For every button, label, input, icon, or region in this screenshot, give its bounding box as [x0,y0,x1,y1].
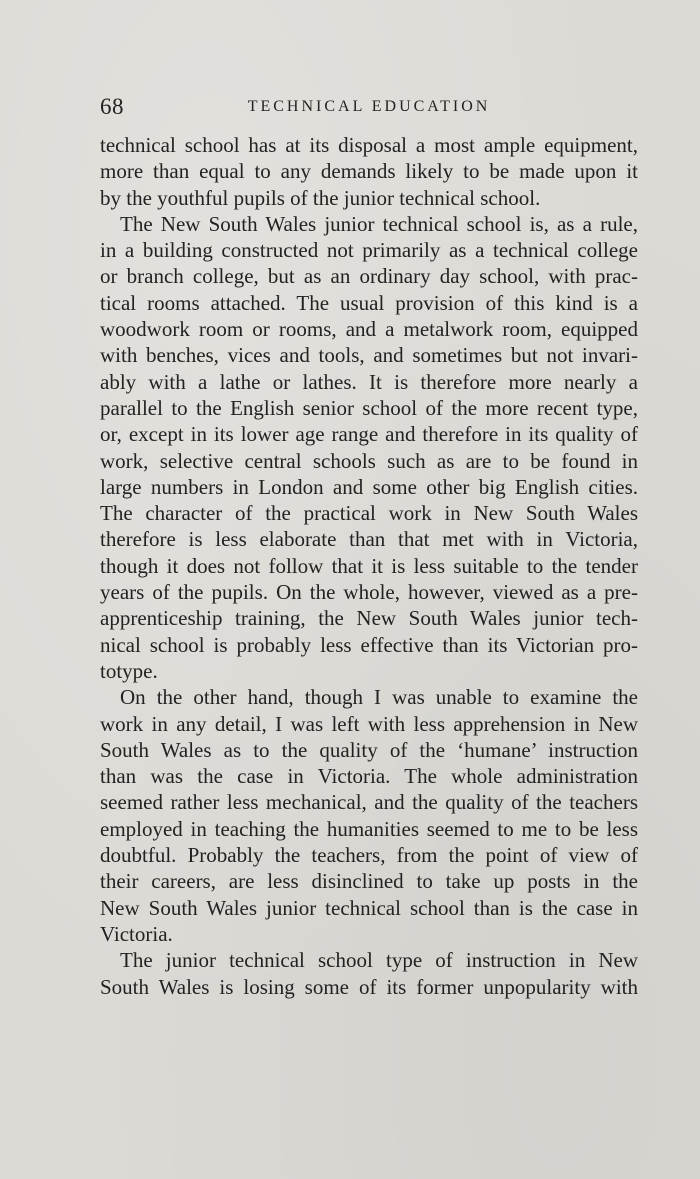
text-line: New South Wales junior technical school than is the case in [100,895,638,920]
text-line: On the other hand, though I was unable to examine the [120,685,638,710]
text-line: their careers, are less disinclined to take up posts in the [100,869,638,894]
text-line: by the youthful pupils of the junior technical school. [100,185,541,210]
text-line: work, selective central schools such as are to be found in [100,448,638,473]
text-line: technical school has at its disposal a most ample equipment, [100,133,638,157]
text-line: employed in teaching the humanities seemed to me to be less [100,816,638,841]
text-line: more than equal to any demands likely to be made upon it [100,159,638,184]
text-line: work in any detail, I was left with less apprehension in New [100,711,638,736]
body-text [100,132,638,1000]
text-line: doubtful. Probably the teachers, from the point of view of [100,843,638,868]
text-line: parallel to the English senior school of the more recent type, [100,395,638,420]
text-line: ably with a lathe or lathes. It is therefore more nearly a [100,369,638,394]
text-line: Victoria. [100,921,173,946]
page-number: 68 [100,94,124,119]
running-head: TECHNICAL EDUCATION [247,98,491,115]
text-line: The New South Wales junior technical school is, as a rule, [120,211,638,236]
text-line: large numbers in London and some other big English cities. [100,474,638,499]
text-line: though it does not follow that it is less suitable to the tender [100,553,638,578]
text-line: or branch college, but as an ordinary day school, with prac- [100,264,638,289]
text-line: woodwork room or rooms, and a metalwork room, equipped [100,317,638,342]
text-line: The character of the practical work in New South Wales [100,501,638,526]
text-line: South Wales as to the quality of the ‘humane’ instruction [100,737,638,762]
text-line: The junior technical school type of instruction in New [120,948,638,973]
text-line: or, except in its lower age range and therefore in its quality of [100,422,638,447]
text-line: in a building constructed not primarily as a technical college [100,238,638,263]
text-line: South Wales is losing some of its former unpopularity with [100,974,638,999]
text-line: than was the case in Victoria. The whole administration [100,764,638,789]
page-header [100,94,638,124]
text-line: totype. [100,658,158,683]
text-line: with benches, vices and tools, and sometimes but not invari- [100,343,638,368]
text-line: seemed rather less mechanical, and the quality of the teachers [100,790,638,815]
text-line: years of the pupils. On the whole, however, viewed as a pre- [100,580,638,605]
text-line: tical rooms attached. The usual provision of this kind is a [100,290,638,315]
text-line: apprenticeship training, the New South Wales junior tech- [100,606,638,631]
text-line: nical school is probably less effective than its Victorian pro- [100,632,638,657]
text-line: therefore is less elaborate than that met with in Victoria, [100,527,638,552]
